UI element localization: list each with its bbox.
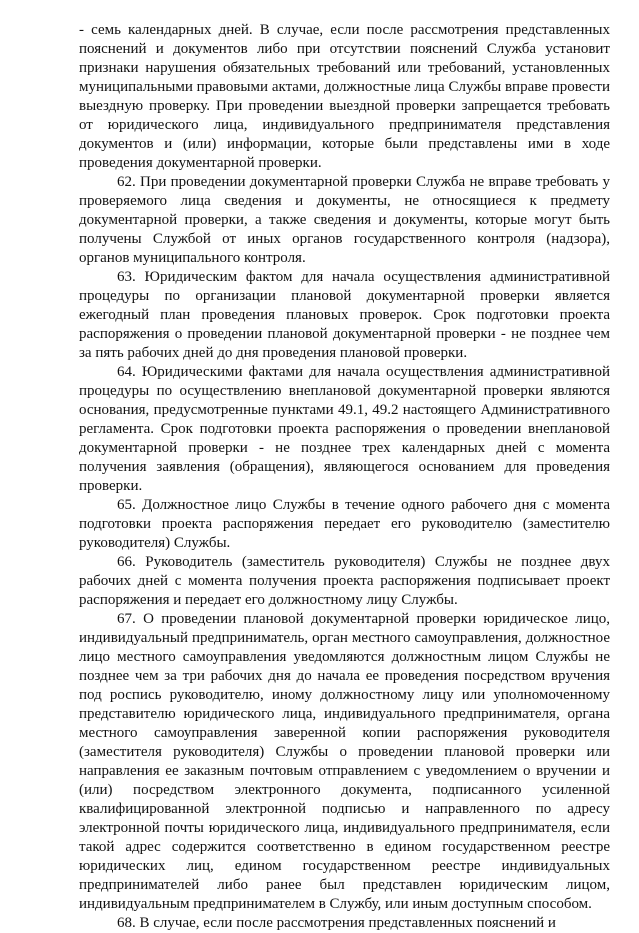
- paragraph-continuation: - семь календарных дней. В случае, если после рассмотрения представленных пояснений и документов либо при отсутствии пояснений Служба установит признаки нарушения обязательных требований или требований, установленных муниципальными правовыми актами, должностные лица Службы вправе провести выездную проверку. При проведении выездной проверки запрещается требовать от юридического лица, индивидуального предпринимателя представления документов и (или) информации, которые были представлены ими в ходе проведения документарной проверки.: [79, 22, 610, 171]
- paragraph-63: 63. Юридическим фактом для начала осуществления административной процедуры по организации плановой документарной проверки является ежегодный план проведения плановых проверок. Срок подготовки проекта распоряжения о проведении плановой документарной проверки - не позднее чем за пять рабочих дней до дня проведения плановой проверки.: [79, 269, 610, 361]
- document-body: [79, 21, 610, 933]
- paragraph-65: 65. Должностное лицо Службы в течение одного рабочего дня с момента подготовки проекта распоряжения передает его руководителю (заместителю руководителя) Службы.: [79, 497, 610, 551]
- paragraph-64: 64. Юридическими фактами для начала осуществления административной процедуры по осуществлению внеплановой документарной проверки являются основания, предусмотренные пунктами 49.1, 49.2 настоящего Административного регламента. Срок подготовки проекта распоряжения о проведении внеплановой документарной проверки - не позднее трех календарных дней с момента получения заявления (обращения), являющегося основанием для проведения проверки.: [79, 364, 610, 494]
- paragraph-66: 66. Руководитель (заместитель руководителя) Службы не позднее двух рабочих дней с момента получения проекта распоряжения подписывает проект распоряжения и передает его должностному лицу Службы.: [79, 554, 610, 608]
- paragraph-67: 67. О проведении плановой документарной проверки юридическое лицо, индивидуальный предприниматель, орган местного самоуправления, должностное лицо местного самоуправления уведомляются должностным лицом Службы не позднее чем за три рабочих дня до начала ее проведения посредством вручения под роспись руководителю, иному должностному лицу или уполномоченному представителю юридического лица, индивидуального предпринимателя, органа местного самоуправления заверенной копии распоряжения руководителя (заместителя руководителя) Службы о проведении плановой проверки или направления ее заказным почтовым отправлением с уведомлением о вручении и (или) посредством электронного документа, подписанного усиленной квалифицированной электронной подписью и направленного по адресу электронной почты юридического лица, индивидуального предпринимателя, если такой адрес содержится соответственно в едином государственном реестре юридических лиц, едином государственном реестре индивидуальных предпринимателей либо ранее был представлен юридическим лицом, индивидуальным предпринимателем в Службу, или иным доступным способом.: [79, 611, 610, 912]
- paragraph-68: 68. В случае, если после рассмотрения представленных пояснений и: [117, 915, 556, 931]
- paragraph-62: 62. При проведении документарной проверки Служба не вправе требовать у проверяемого лица сведения и документы, не относящиеся к предмету документарной проверки, а также сведения и документы, которые могут быть получены Службой от иных органов государственного контроля (надзора), органов муниципального контроля.: [79, 174, 610, 266]
